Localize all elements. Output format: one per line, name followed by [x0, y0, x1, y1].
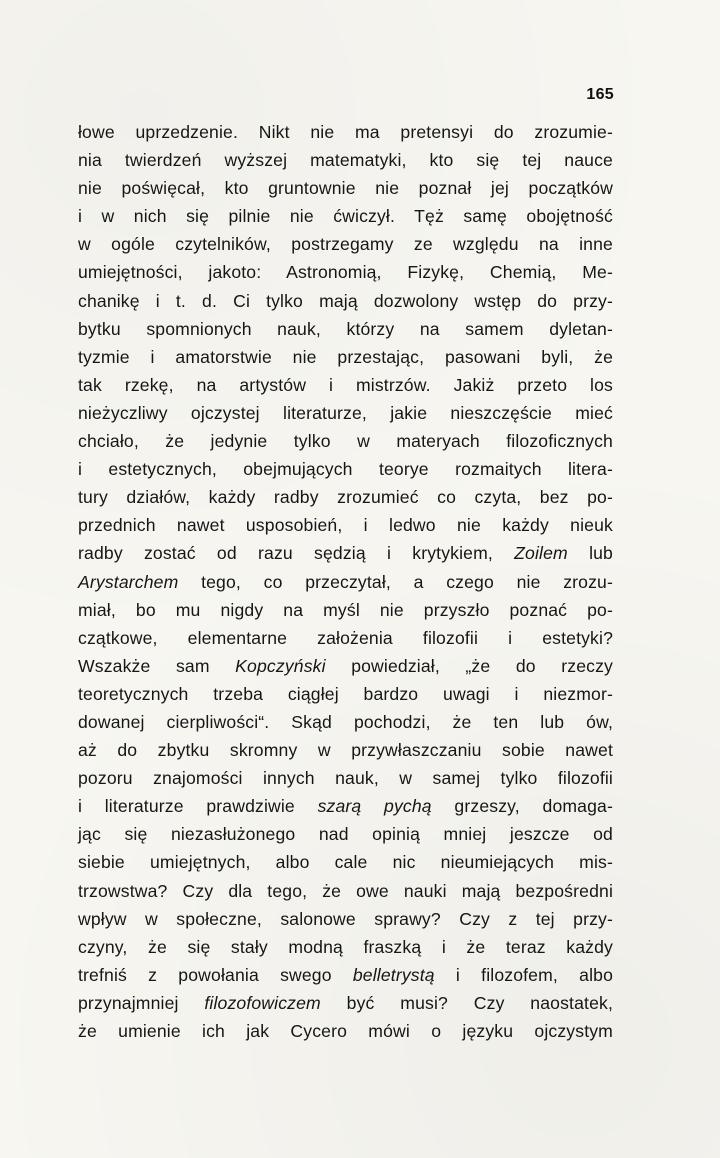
text-line [78, 933, 613, 961]
line-segment: teoretycznych trzeba ciągłej bardzo uwagi i niezmor- [78, 683, 613, 704]
text-line [78, 315, 613, 343]
page-number: 165 [586, 86, 614, 103]
text-line [78, 624, 613, 652]
text-line [78, 343, 613, 371]
text-line [78, 848, 613, 876]
line-segment: powiedział, „że do rzeczy [325, 655, 613, 676]
line-segment: chciało, że jedynie tylko w materyach filozoficznych [78, 431, 613, 452]
text-line [78, 230, 613, 258]
italic-term: belletrystą [352, 964, 435, 985]
line-segment: nieżyczliwy ojczystej literaturze, jakie nieszczęście mieć [78, 402, 613, 423]
line-segment: bytku spomnionych nauk, którzy na samem dyletan- [78, 318, 613, 339]
line-segment: tego, co przeczytał, a czego nie zrozu- [178, 571, 613, 592]
text-line [78, 146, 613, 174]
line-segment: łowe uprzedzenie. Nikt nie ma pretensyi do zrozumie- [78, 122, 613, 142]
text-line [78, 174, 613, 202]
text-line [78, 568, 613, 596]
text-line [78, 287, 613, 315]
line-segment: Wszakże sam [78, 655, 236, 676]
line-segment: i estetycznych, obejmujących teorye rozmaitych litera- [78, 459, 613, 480]
text-line [78, 371, 613, 399]
text-line [78, 539, 613, 567]
text-line [78, 596, 613, 624]
line-segment: i w nich się pilnie nie ćwiczył. Tęż samę obojętność [78, 206, 613, 227]
line-segment: tury działów, każdy radby zrozumieć co czyta, bez po- [78, 487, 613, 508]
text-line [78, 877, 613, 905]
line-segment: tyzmie i amatorstwie nie przestając, pasowani byli, że [78, 346, 613, 367]
italic-term: szarą pychą [317, 796, 432, 817]
text-line [78, 820, 613, 848]
line-segment: trzowstwa? Czy dla tego, że owe nauki mają bezpośredni [78, 880, 613, 901]
line-segment: radby zostać od razu sędzią i krytykiem, [78, 543, 515, 564]
line-segment: pozoru znajomości innych nauk, w samej tylko filozofii [78, 768, 613, 789]
line-segment: przynajmniej [78, 992, 205, 1013]
body-text [78, 118, 613, 1045]
line-segment: i filozofem, albo [434, 964, 614, 985]
text-line [78, 680, 613, 708]
text-line [78, 399, 613, 427]
line-segment: umiejętności, jakoto: Astronomią, Fizykę, Chemią, Me- [78, 262, 613, 283]
line-segment: przednich nawet usposobień, i ledwo nie każdy nieuk [78, 515, 613, 536]
text-line [78, 202, 613, 230]
text-line [78, 905, 613, 933]
text-line [78, 1017, 613, 1045]
text-line [78, 708, 613, 736]
line-segment: grzeszy, domaga- [431, 796, 613, 817]
line-segment: chanikę i t. d. Ci tylko mają dozwolony wstęp do przy- [78, 290, 613, 311]
line-segment: siebie umiejętnych, albo cale nic nieumiejących mis- [78, 852, 613, 873]
text-line [78, 652, 613, 680]
text-line [78, 736, 613, 764]
line-segment: czyny, że się stały modną fraszką i że teraz każdy [78, 936, 613, 957]
text-line [78, 118, 613, 146]
italic-term: filozofowiczem [204, 992, 321, 1013]
text-line [78, 792, 613, 820]
line-segment: jąc się niezasłużonego nad opinią mniej jeszcze od [78, 824, 613, 845]
line-segment: czątkowe, elementarne założenia filozofii i estetyki? [78, 627, 613, 648]
italic-term: Arystarchem [78, 571, 179, 592]
line-segment: dowanej cierpliwości“. Skąd pochodzi, że ten lub ów, [78, 711, 613, 732]
line-segment: i literaturze prawdziwie [78, 796, 318, 817]
italic-term: Zoilem [514, 543, 568, 564]
line-segment: trefniś z powołania swego [78, 964, 353, 985]
line-segment: nia twierdzeń wyższej matematyki, kto się tej nauce [78, 150, 613, 171]
line-segment: w ogóle czytelników, postrzegamy ze względu na inne [78, 234, 613, 255]
line-segment: tak rzekę, na artystów i mistrzów. Jakiż przeto los [78, 374, 613, 395]
line-segment: wpływ w społeczne, salonowe sprawy? Czy z tej przy- [78, 908, 613, 929]
text-line [78, 764, 613, 792]
line-segment: miał, bo mu nigdy na myśl nie przyszło poznać po- [78, 599, 613, 620]
text-line [78, 258, 613, 286]
line-segment: nie poświęcał, kto gruntownie nie poznał jej początków [78, 178, 613, 199]
line-segment: lub [567, 543, 613, 564]
text-line [78, 455, 613, 483]
text-line [78, 989, 613, 1017]
text-line [78, 483, 613, 511]
text-line [78, 961, 613, 989]
line-segment: aż do zbytku skromny w przywłaszczaniu sobie nawet [78, 740, 613, 761]
text-line [78, 427, 613, 455]
italic-term: Kopczyński [235, 655, 326, 676]
text-line [78, 511, 613, 539]
line-segment: być musi? Czy naostatek, [320, 992, 613, 1013]
line-segment: że umienie ich jak Cycero mówi o języku ojczystym [78, 1021, 613, 1041]
